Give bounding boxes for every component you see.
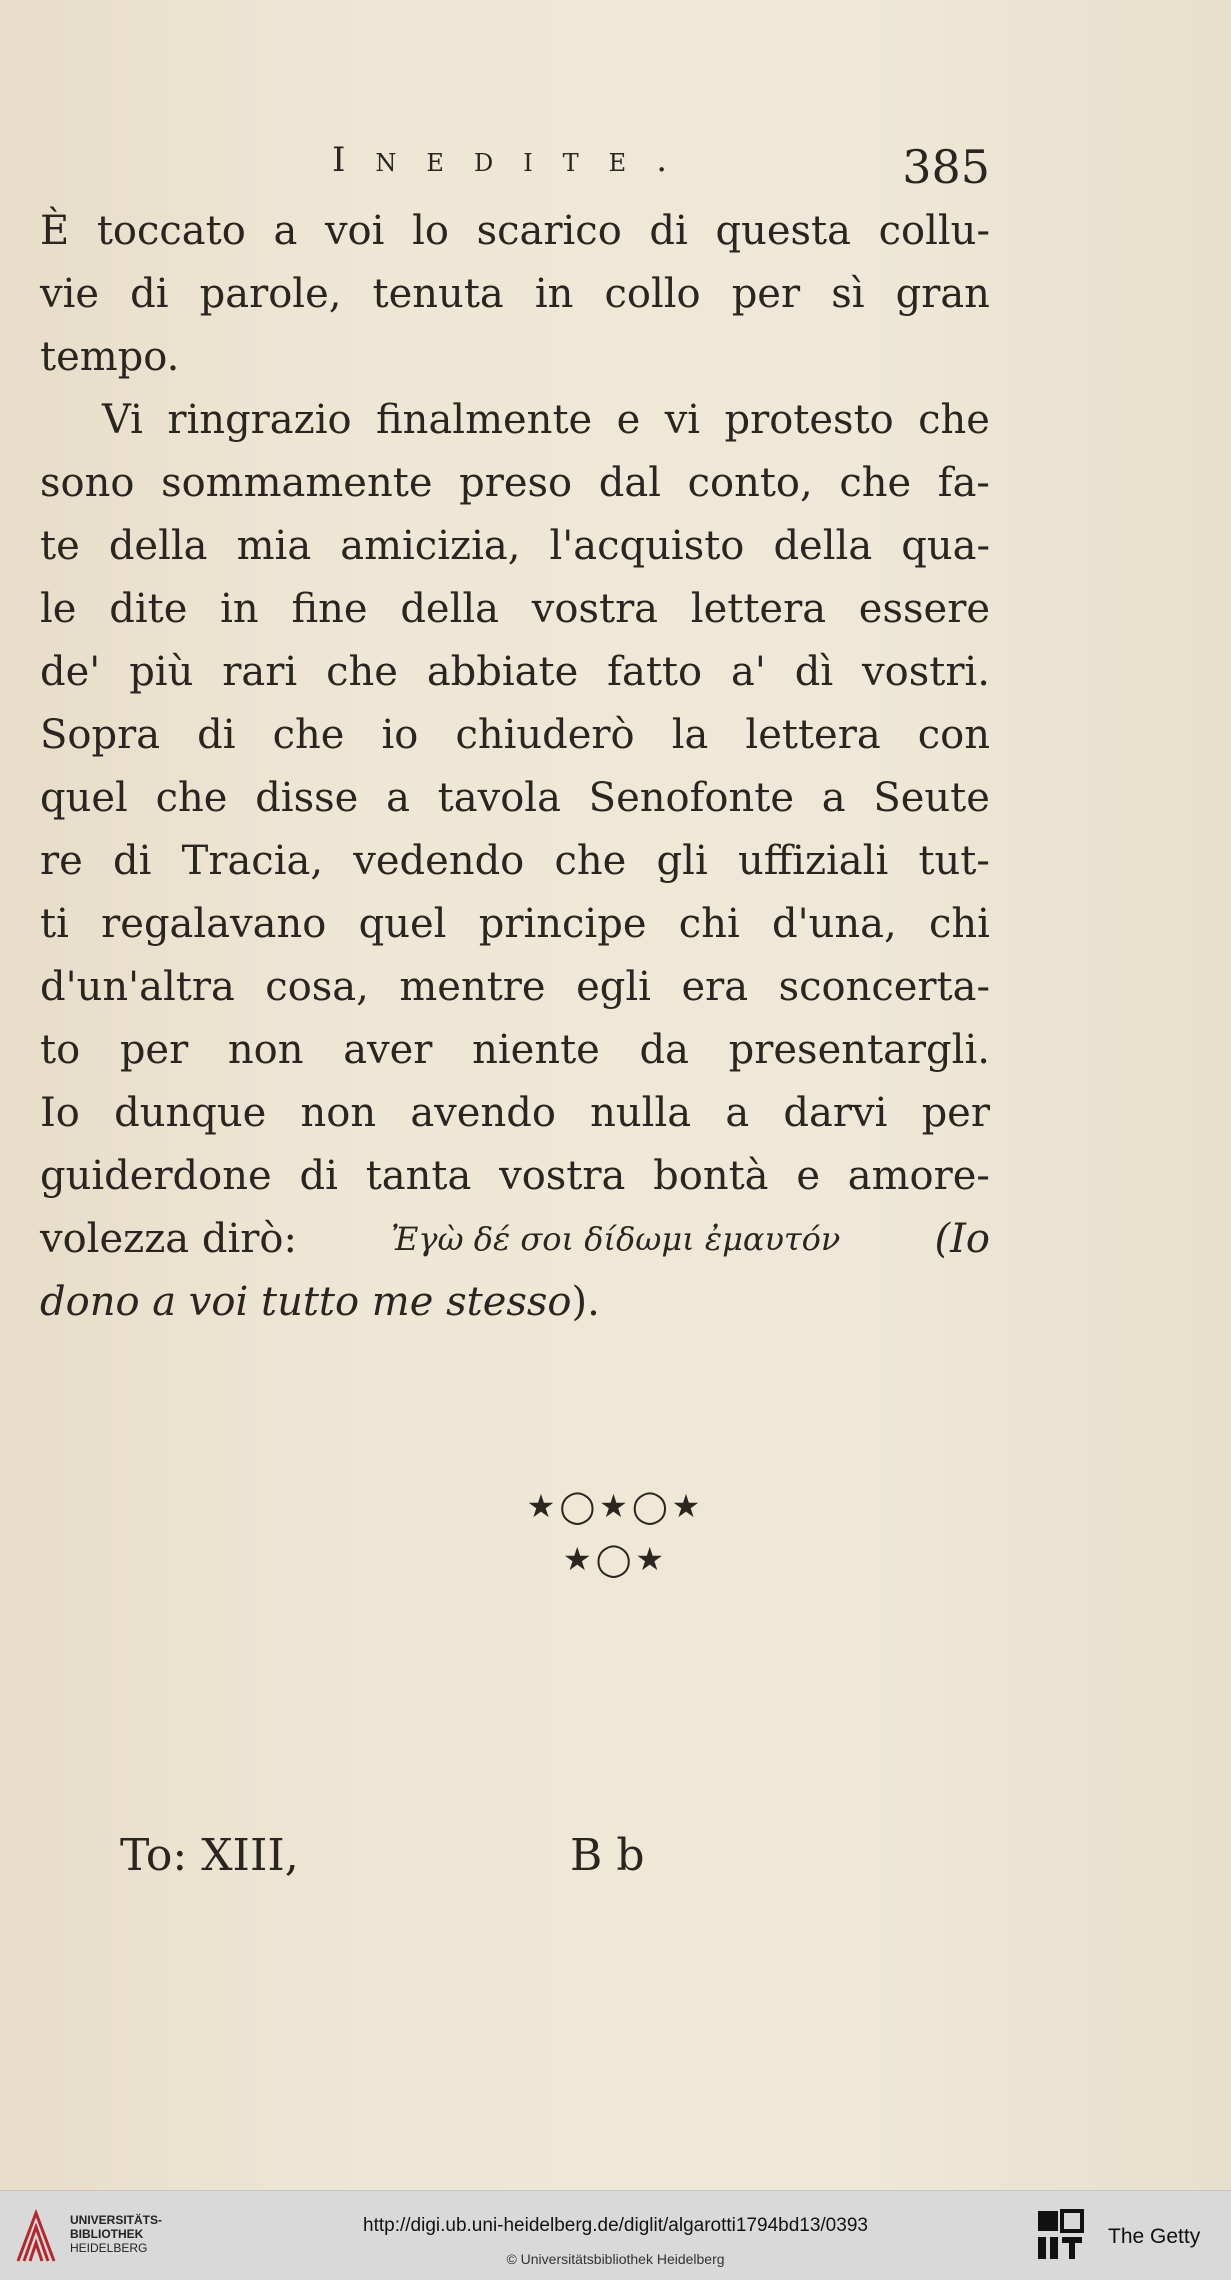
- source-url-link[interactable]: http://digi.ub.uni-heidelberg.de/diglit/algarotti1794bd13/0393: [363, 2215, 868, 2236]
- word: chiuderò: [455, 712, 635, 758]
- word: Seute: [873, 775, 990, 821]
- volume-signature: To: XIII,: [120, 1830, 299, 1881]
- line-prefix: volezza dirò:: [40, 1216, 297, 1262]
- word: Io: [40, 1090, 80, 1136]
- word: che: [918, 397, 990, 443]
- translation-end: ).: [571, 1279, 600, 1325]
- word: questa: [715, 208, 851, 254]
- word: amore-: [847, 1153, 990, 1199]
- word: fatto: [607, 649, 703, 695]
- word: abbiate: [426, 649, 579, 695]
- word: che: [326, 649, 398, 695]
- word: tanta: [365, 1153, 472, 1199]
- word: vostra: [531, 586, 659, 632]
- word: voi: [324, 208, 385, 254]
- word: d'un'altra: [40, 964, 235, 1010]
- word: avendo: [410, 1090, 556, 1136]
- word: di: [299, 1153, 338, 1199]
- word: sconcerta-: [778, 964, 990, 1010]
- word: Tracia,: [181, 838, 324, 884]
- page-number: 385: [902, 140, 990, 194]
- footer-banner: [0, 2190, 1231, 2280]
- word: lettera: [745, 712, 881, 758]
- word: della: [108, 523, 208, 569]
- word: chi: [929, 901, 990, 947]
- word: che: [155, 775, 228, 821]
- page-header: [40, 140, 990, 200]
- word: amicizia,: [340, 523, 521, 569]
- word: vostri.: [862, 649, 990, 695]
- word: finalmente: [376, 397, 593, 443]
- word: per: [921, 1090, 990, 1136]
- word: aver: [343, 1027, 433, 1073]
- translation-text: dono a voi tutto me stesso: [40, 1279, 572, 1325]
- text-line: [40, 893, 990, 956]
- word: parole,: [199, 271, 342, 317]
- word: vi: [664, 397, 701, 443]
- word: fa-: [937, 460, 990, 506]
- word: dunque: [114, 1090, 267, 1136]
- word: vedendo: [353, 838, 525, 884]
- word: con: [917, 712, 990, 758]
- word: lo: [412, 208, 449, 254]
- copyright-notice: © Universitätsbibliothek Heidelberg: [506, 2251, 725, 2267]
- library-name-line: BIBLIOTHEK: [70, 2227, 144, 2241]
- library-name-line: UNIVERSITÄTS-: [70, 2213, 163, 2227]
- word: di: [197, 712, 236, 758]
- word: vostra: [499, 1153, 626, 1199]
- text-line: [40, 1145, 990, 1208]
- text-line: [40, 1082, 990, 1145]
- text-line: tempo.: [40, 334, 180, 380]
- word: tut-: [918, 838, 990, 884]
- word: conto,: [687, 460, 813, 506]
- getty-logo-icon: [1036, 2209, 1084, 2261]
- word: to: [40, 1027, 81, 1073]
- body-text: [40, 200, 990, 1334]
- word: quel: [40, 775, 128, 821]
- word: di: [130, 271, 169, 317]
- word: mentre: [399, 964, 546, 1010]
- word: gli: [656, 838, 708, 884]
- word: era: [681, 964, 749, 1010]
- text-line: [40, 578, 990, 641]
- word: bontà: [653, 1153, 769, 1199]
- word: niente: [472, 1027, 600, 1073]
- text-line: [40, 515, 990, 578]
- word: cosa,: [265, 964, 369, 1010]
- word: della: [773, 523, 873, 569]
- word: ringrazio: [167, 397, 352, 443]
- word: tenuta: [372, 271, 504, 317]
- word: re: [40, 838, 83, 884]
- ornament-row-1: ★◯★◯★: [526, 1487, 705, 1525]
- word: toccato: [96, 208, 246, 254]
- word: quel: [358, 901, 447, 947]
- word: d'una,: [772, 901, 897, 947]
- word: di: [649, 208, 688, 254]
- word: a: [821, 775, 846, 821]
- text-line: [40, 641, 990, 704]
- text-line: [40, 1019, 990, 1082]
- word: de': [40, 649, 101, 695]
- text-line: [40, 263, 990, 326]
- word: non: [227, 1027, 304, 1073]
- word: l'acquisto: [549, 523, 745, 569]
- word: a: [725, 1090, 750, 1136]
- word: a: [273, 208, 298, 254]
- word: che: [554, 838, 627, 884]
- text-line: [40, 200, 990, 263]
- word: È: [40, 208, 70, 254]
- word: sono: [40, 460, 135, 506]
- word: la: [671, 712, 709, 758]
- word: della: [400, 586, 500, 632]
- text-line: [40, 956, 990, 1019]
- word: Sopra: [40, 712, 161, 758]
- word: guiderdone: [40, 1153, 272, 1199]
- word: darvi: [783, 1090, 888, 1136]
- word: te: [40, 523, 80, 569]
- word: qua-: [901, 523, 990, 569]
- word: collu-: [878, 208, 990, 254]
- running-title: Inedite.: [332, 140, 698, 180]
- text-line: [40, 452, 990, 515]
- word: essere: [858, 586, 990, 632]
- word: per: [731, 271, 801, 317]
- word: in: [220, 586, 259, 632]
- word: che: [272, 712, 345, 758]
- word: non: [300, 1090, 377, 1136]
- word: Vi: [102, 397, 143, 443]
- word: sì: [831, 271, 865, 317]
- word: io: [381, 712, 419, 758]
- getty-name: The Getty: [1108, 2225, 1201, 2248]
- word: egli: [576, 964, 651, 1010]
- text-line: [40, 767, 990, 830]
- text-line: [40, 389, 990, 452]
- word: che: [839, 460, 912, 506]
- text-line-greek-quote: [40, 1208, 990, 1271]
- word: in: [534, 271, 574, 317]
- word: sommamente: [161, 460, 433, 506]
- ornament-row-2: ★◯★: [562, 1540, 669, 1578]
- word: chi: [678, 901, 740, 947]
- word: e: [616, 397, 641, 443]
- word: protesto: [724, 397, 894, 443]
- word: preso: [459, 460, 573, 506]
- word: da: [639, 1027, 689, 1073]
- word: fine: [291, 586, 368, 632]
- word: Senofonte: [588, 775, 794, 821]
- word: a': [730, 649, 766, 695]
- word: presentargli.: [728, 1027, 990, 1073]
- word: e: [796, 1153, 820, 1199]
- word: dite: [109, 586, 188, 632]
- word: nulla: [590, 1090, 692, 1136]
- greek-quote: Ἐγὼ δέ σοι δίδωμι ἐμαυτόν: [391, 1220, 841, 1258]
- word: per: [119, 1027, 189, 1073]
- word: rari: [222, 649, 298, 695]
- word: scarico: [476, 208, 622, 254]
- word: lettera: [690, 586, 827, 632]
- word: principe: [478, 901, 647, 947]
- text-line-translation: [40, 1271, 990, 1334]
- word: più: [129, 649, 194, 695]
- word: vie: [40, 271, 100, 317]
- word: disse: [255, 775, 359, 821]
- library-name-line: HEIDELBERG: [70, 2241, 148, 2255]
- word: uffiziali: [737, 838, 889, 884]
- word: regalavano: [101, 901, 327, 947]
- gathering-mark: B b: [570, 1830, 645, 1881]
- word: tavola: [437, 775, 561, 821]
- word: dì: [794, 649, 834, 695]
- word: mia: [236, 523, 312, 569]
- word: collo: [604, 271, 701, 317]
- text-line: [40, 704, 990, 767]
- word: di: [113, 838, 152, 884]
- translation-start: (Io: [934, 1216, 990, 1262]
- word: gran: [895, 271, 990, 317]
- word: le: [40, 586, 77, 632]
- word: dal: [598, 460, 661, 506]
- text-line: [40, 830, 990, 893]
- word: a: [386, 775, 410, 821]
- word: ti: [40, 901, 69, 947]
